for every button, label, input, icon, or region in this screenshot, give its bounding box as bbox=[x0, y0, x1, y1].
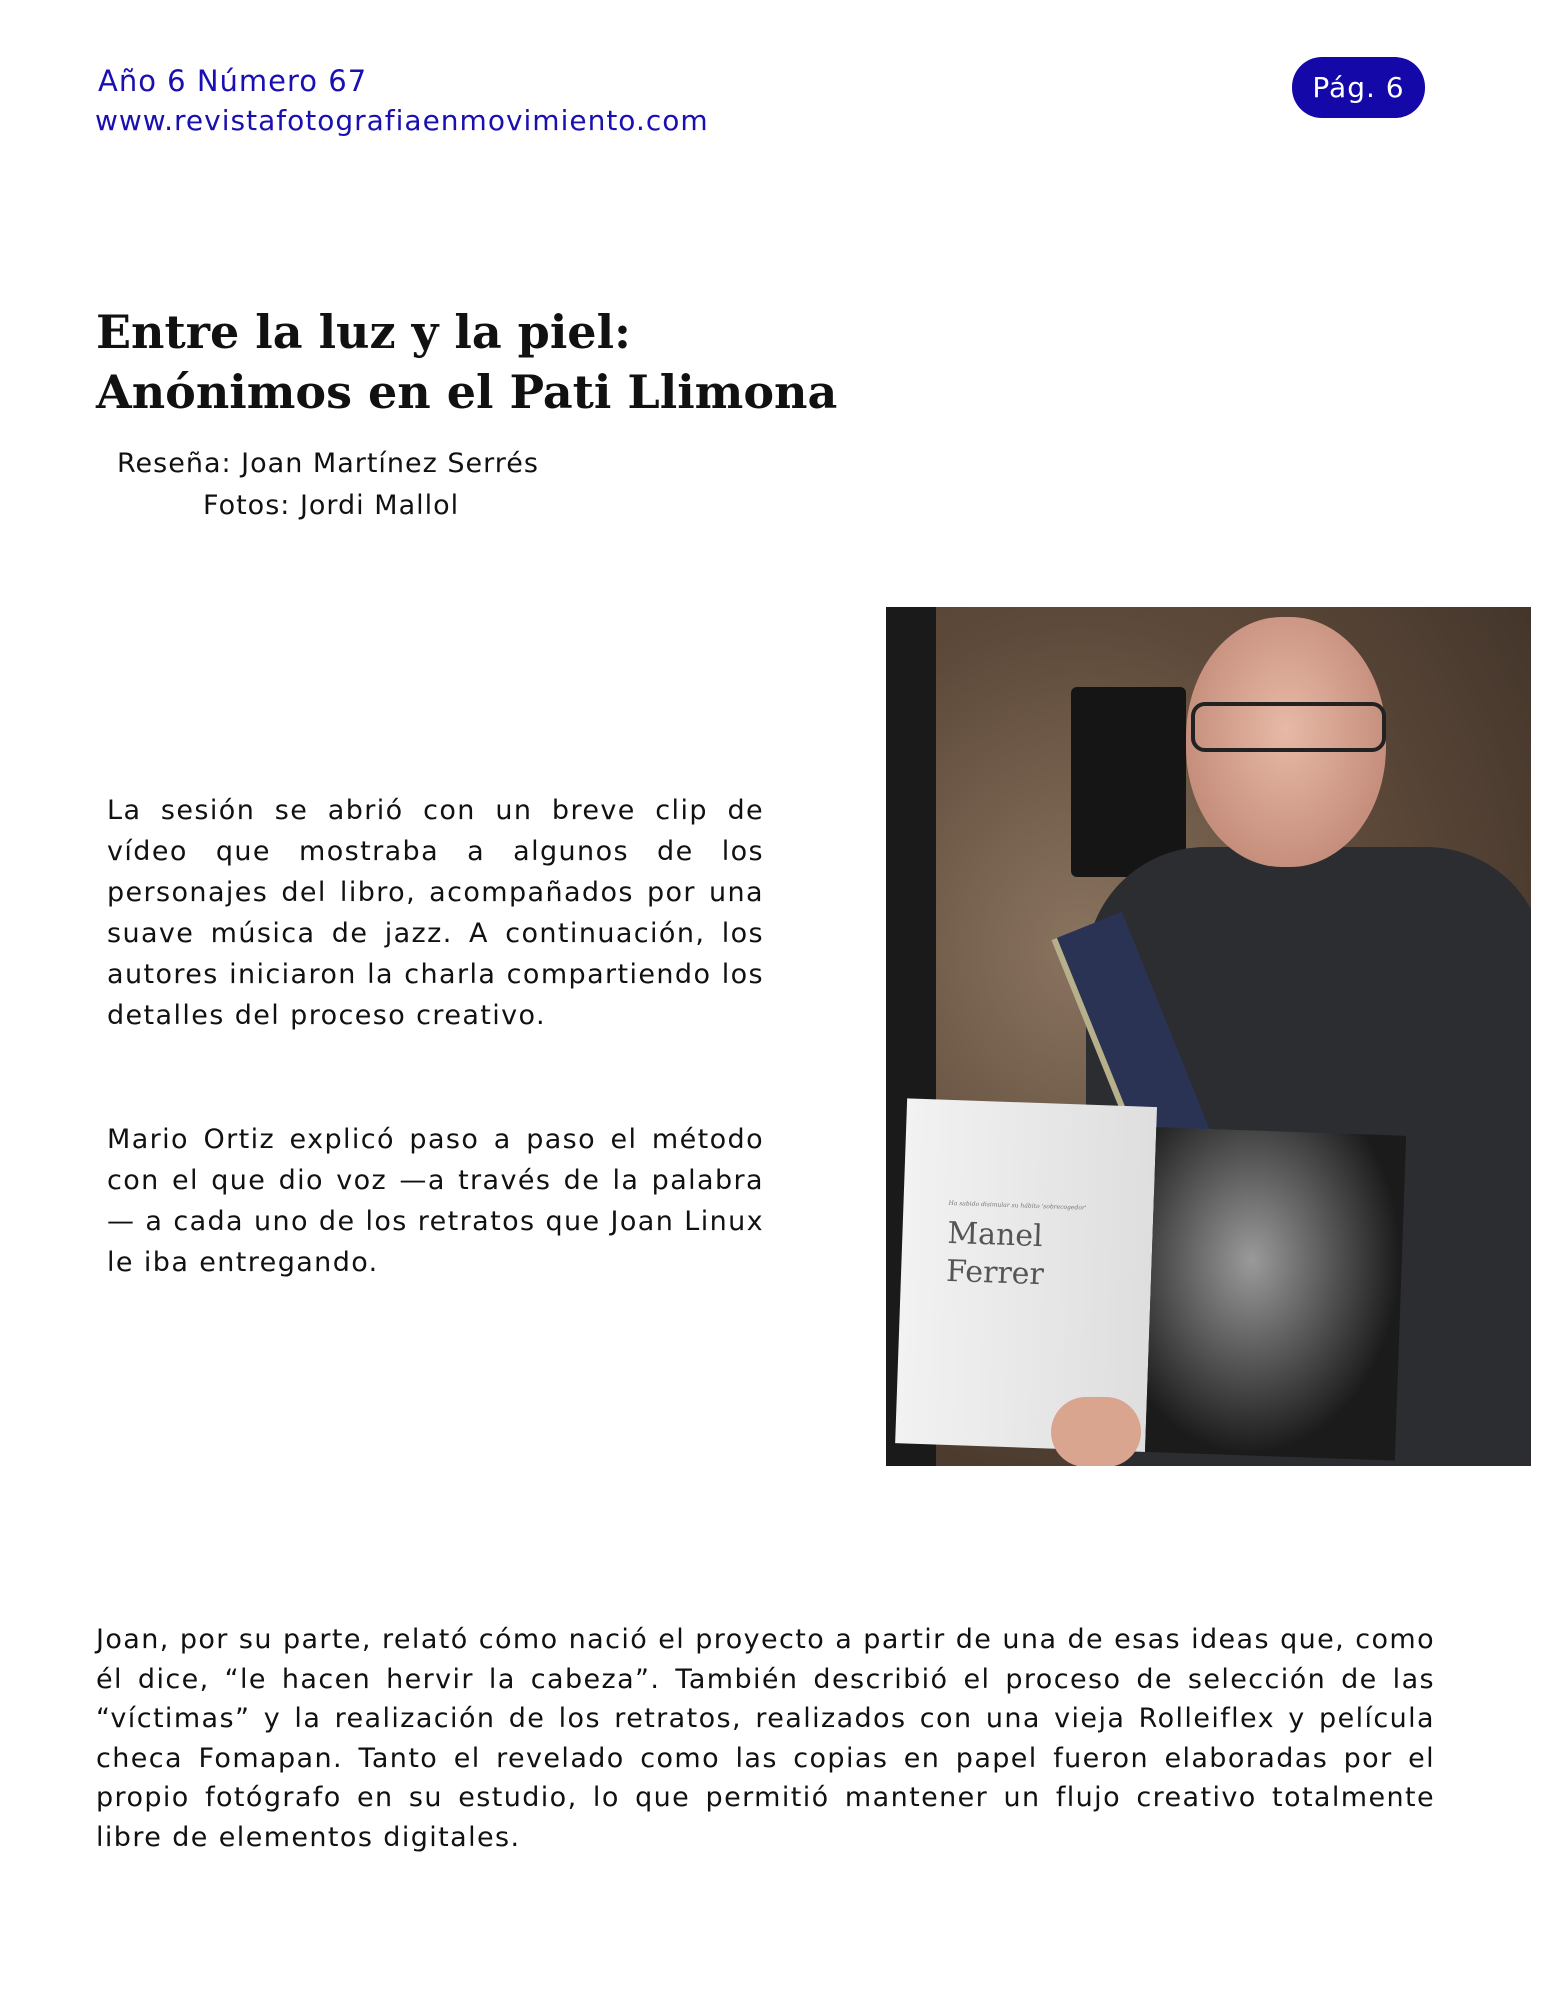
photo-hand bbox=[1051, 1397, 1141, 1466]
photo-glasses bbox=[1191, 702, 1386, 752]
book-subtitle: Ha sabido disimular su hábito 'sobrecogedor' bbox=[948, 1199, 1087, 1212]
photo-speaker bbox=[1071, 687, 1186, 877]
photo-book bbox=[895, 1098, 1407, 1460]
title-line-2: Anónimos en el Pati Llimona bbox=[96, 365, 838, 419]
paragraph-3: Joan, por su parte, relató cómo nació el proyecto a partir de una de esas ideas que, como él dice, “le hacen hervir la cabeza”. También describió el proceso de selección de las “víctimas” y la realización de los retratos, realizados con una vieja Rolleiflex y película checa Fomapan. Tanto el revelado como las copias en papel fueron elaboradas por el propio fotógrafo en su estudio, lo que permitió mantener un flujo creativo totalmente libre de elementos digitales. bbox=[96, 1624, 1435, 1853]
book-name-line-2: Ferrer bbox=[945, 1253, 1045, 1293]
book-name bbox=[945, 1215, 1045, 1294]
photo-credit: Fotos: Jordi Mallol bbox=[203, 490, 460, 521]
title-line-1: Entre la luz y la piel: bbox=[96, 305, 632, 359]
issue-number: Año 6 Número 67 bbox=[98, 64, 368, 98]
review-author: Reseña: Joan Martínez Serrés bbox=[117, 448, 539, 479]
paragraph-1: La sesión se abrió con un breve clip de vídeo que mostraba a algunos de los personajes del libro, acompañados por una suave música de jazz. A continuación, los autores iniciaron la charla compartiendo los detalles del proceso creativo. bbox=[107, 795, 764, 1031]
article-photo bbox=[886, 607, 1531, 1466]
website-link[interactable]: www.revistafotografiaenmovimiento.com bbox=[95, 104, 709, 137]
book-portrait-page bbox=[1145, 1127, 1406, 1461]
paragraph-2: Mario Ortiz explicó paso a paso el método con el que dio voz —a través de la palabra— a cada uno de los retratos que Joan Linux le iba entregando. bbox=[107, 1124, 764, 1278]
book-name-line-1: Manel bbox=[946, 1215, 1044, 1255]
page-badge: Pág. 6 bbox=[1292, 57, 1425, 118]
article-title bbox=[96, 302, 837, 422]
